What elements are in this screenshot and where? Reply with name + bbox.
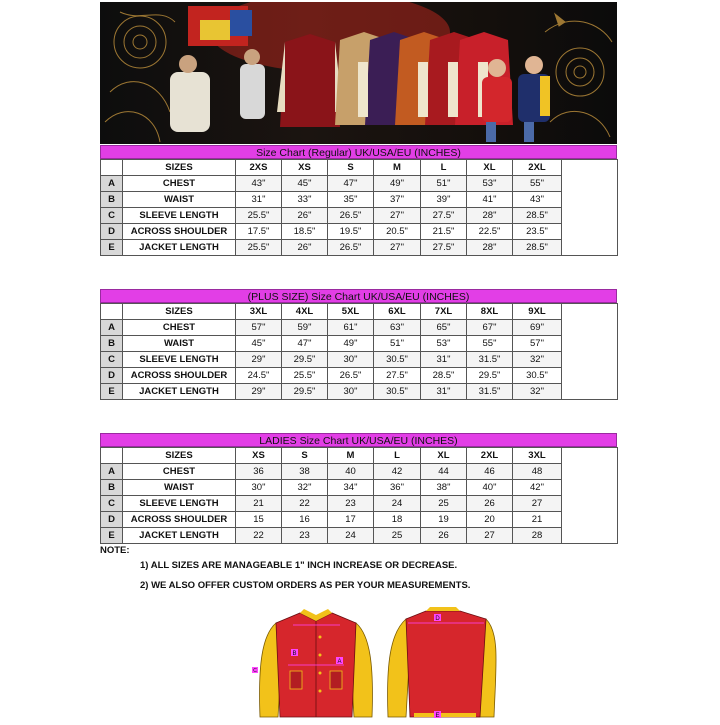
- banner-collage-image: [100, 2, 617, 144]
- regular-size-table: [100, 159, 618, 256]
- size-header: L: [374, 448, 421, 464]
- table-row: C SLEEVE LENGTH 21 22 23 24 25 26 27: [101, 496, 618, 512]
- table-header-row: [101, 160, 618, 176]
- size-header: 3XL: [236, 304, 282, 320]
- notes-section: [100, 545, 620, 591]
- blank-side-cell: [562, 304, 618, 400]
- size-header: 6XL: [374, 304, 421, 320]
- size-header: XS: [282, 160, 328, 176]
- note-item: 2) WE ALSO OFFER CUSTOM ORDERS AS PER YOUR MEASUREMENTS.: [140, 580, 471, 591]
- marker-c-label: C: [253, 668, 257, 674]
- note-item: 1) ALL SIZES ARE MANAGEABLE 1" INCH INCREASE OR DECREASE.: [140, 560, 458, 571]
- size-header: S: [282, 448, 328, 464]
- back-jacket-illustration: [388, 607, 497, 717]
- regular-chart-title: Size Chart (Regular) UK/USA/EU (INCHES): [100, 145, 617, 159]
- plus-size-table: [100, 303, 618, 400]
- table-row: B WAIST 31" 33" 35" 37" 39" 41" 43": [101, 192, 618, 208]
- size-header: M: [328, 448, 374, 464]
- table-row: E JACKET LENGTH 22 23 24 25 26 27 28: [101, 528, 618, 544]
- table-row: B WAIST 45" 47" 49" 51" 53" 55" 57": [101, 336, 618, 352]
- size-header: 2XS: [236, 160, 282, 176]
- table-row: D ACROSS SHOULDER 15 16 17 18 19 20 21: [101, 512, 618, 528]
- marker-a-label: A: [337, 659, 342, 665]
- table-row: D ACROSS SHOULDER 24.5" 25.5" 26.5" 27.5" 28.5" 29.5" 30.5": [101, 368, 618, 384]
- table-row: D ACROSS SHOULDER 17.5" 18.5" 19.5" 20.5" 21.5" 22.5" 23.5": [101, 224, 618, 240]
- table-row: C SLEEVE LENGTH 29" 29.5" 30" 30.5" 31" 31.5" 32": [101, 352, 618, 368]
- plus-chart-title: (PLUS SIZE) Size Chart UK/USA/EU (INCHES): [100, 289, 617, 303]
- size-header: 7XL: [421, 304, 467, 320]
- table-row: E JACKET LENGTH 29" 29.5" 30" 30.5" 31" 31.5" 32": [101, 384, 618, 400]
- size-header: XL: [421, 448, 467, 464]
- marker-b-label: B: [292, 651, 297, 657]
- ladies-size-table: [100, 447, 618, 544]
- size-header: XS: [236, 448, 282, 464]
- size-header: S: [328, 160, 374, 176]
- size-header: L: [421, 160, 467, 176]
- marker-e-label: E: [435, 713, 440, 719]
- size-header: XL: [467, 160, 513, 176]
- size-header: 5XL: [328, 304, 374, 320]
- table-row: A CHEST 36 38 40 42 44 46 48: [101, 464, 618, 480]
- size-header: 9XL: [513, 304, 562, 320]
- ladies-chart-title: LADIES Size Chart UK/USA/EU (INCHES): [100, 433, 617, 447]
- size-header: 2XL: [513, 160, 562, 176]
- blank-side-cell: [562, 448, 618, 544]
- table-row: A CHEST 43" 45" 47" 49" 51" 53" 55": [101, 176, 618, 192]
- regular-size-chart: [100, 145, 617, 256]
- size-header: 4XL: [282, 304, 328, 320]
- jacket-measurement-diagram: [248, 605, 498, 720]
- sizes-header: SIZES: [123, 160, 236, 176]
- front-jacket-illustration: [260, 609, 373, 717]
- blank-side-cell: [562, 160, 618, 256]
- sizes-header: SIZES: [123, 448, 236, 464]
- size-header: M: [374, 160, 421, 176]
- marker-d-label: D: [435, 616, 440, 622]
- table-row: B WAIST 30" 32" 34" 36" 38" 40" 42": [101, 480, 618, 496]
- notes-heading: NOTE:: [100, 545, 130, 556]
- hero-banner: [100, 2, 617, 144]
- size-header: 2XL: [467, 448, 513, 464]
- table-header-row: [101, 304, 618, 320]
- size-header: 3XL: [513, 448, 562, 464]
- plus-size-chart: [100, 289, 617, 400]
- size-header: 8XL: [467, 304, 513, 320]
- jacket-diagram-svg: [248, 605, 498, 720]
- table-header-row: [101, 448, 618, 464]
- table-row: A CHEST 57" 59" 61" 63" 65" 67" 69": [101, 320, 618, 336]
- ladies-size-chart: [100, 433, 617, 544]
- sizes-header: SIZES: [123, 304, 236, 320]
- table-row: E JACKET LENGTH 25.5" 26" 26.5" 27" 27.5" 28" 28.5": [101, 240, 618, 256]
- table-row: C SLEEVE LENGTH 25.5" 26" 26.5" 27" 27.5" 28" 28.5": [101, 208, 618, 224]
